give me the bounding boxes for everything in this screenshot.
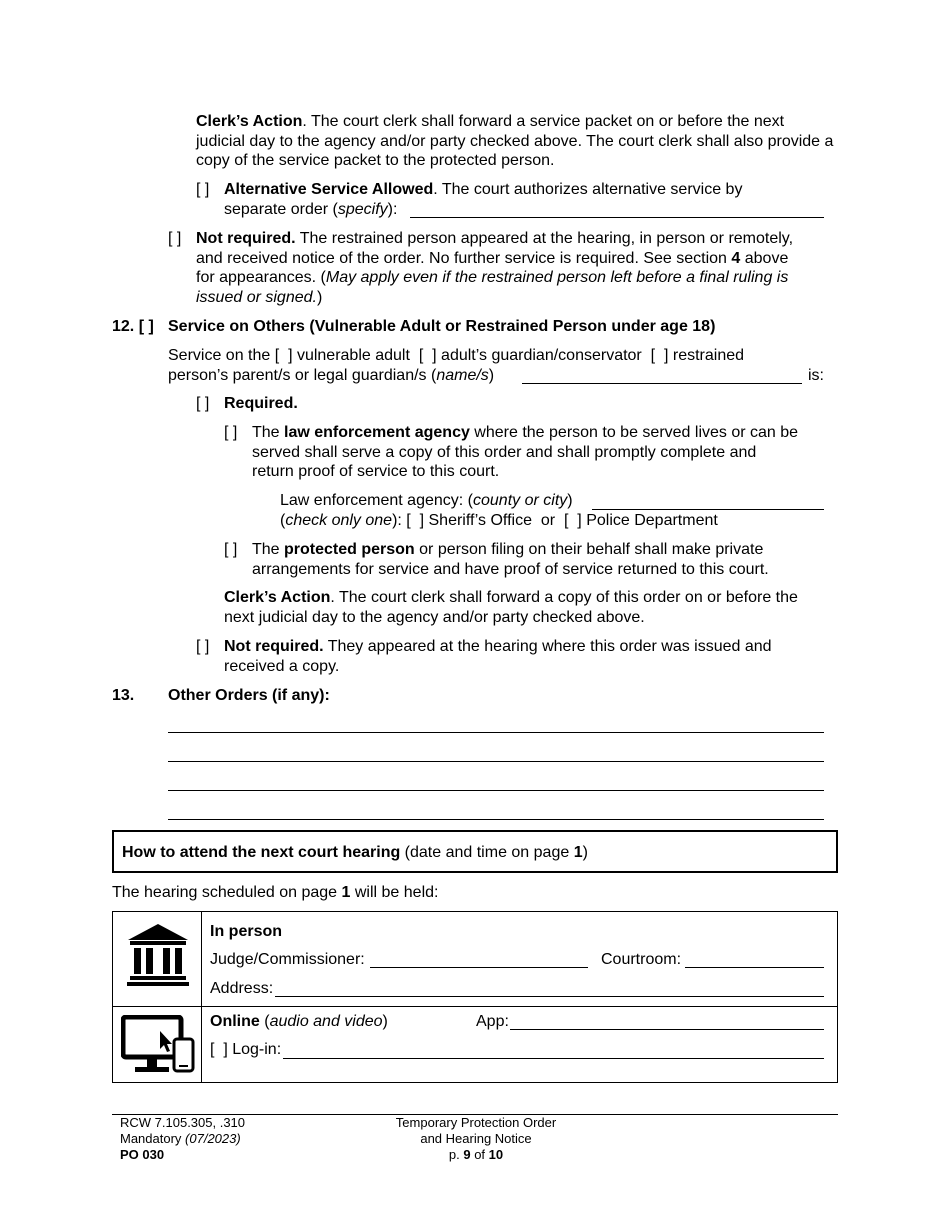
section-13-title: Other Orders (if any):: [168, 687, 330, 704]
other-orders-line-4[interactable]: [168, 819, 824, 820]
alt-service-text: . The court authorizes alternative service by: [433, 181, 743, 198]
footer-page: [376, 1147, 576, 1163]
footer-page-of: of: [470, 1147, 489, 1162]
agency-line: [280, 491, 573, 511]
protected-line2: arrangements for service and have proof of service returned to this court.: [252, 560, 769, 578]
courtroom-label: Courtroom:: [601, 951, 682, 968]
hearing-intro-a: The hearing scheduled on page: [112, 884, 342, 901]
online-cell: [202, 1007, 838, 1083]
attend-page-number: 1: [573, 844, 583, 861]
footer-left: [120, 1115, 245, 1163]
footer-title-2: and Hearing Notice: [420, 1131, 532, 1146]
law-line2: served shall serve a copy of this order and shall promptly complete and: [252, 443, 757, 461]
law-enforcement-label: law enforcement agency: [284, 424, 470, 441]
service-on-line-2b: ): [488, 367, 495, 384]
not-required-1-line3-italic: May apply even if the restrained person left before a final ruling is: [325, 269, 789, 286]
footer-mandatory-label: Mandatory: [120, 1131, 186, 1146]
protected-person-checkbox[interactable]: [ ]: [224, 541, 238, 558]
protected-pre: The: [252, 541, 285, 558]
section-12-title: Service on Others (Vulnerable Adult or Restrained Person under age 18): [168, 318, 716, 335]
footer-page-total: 10: [488, 1147, 504, 1162]
in-person-cell: [202, 912, 838, 1007]
courthouse-icon: [126, 922, 190, 986]
other-orders-line-2[interactable]: [168, 761, 824, 762]
not-required-2-checkbox[interactable]: [ ]: [196, 638, 210, 655]
clerk-action-paragraph: [196, 112, 836, 171]
agency-label: Law enforcement agency: (: [280, 492, 473, 509]
footer-mandatory-date: (07/2023): [185, 1131, 241, 1146]
required-label: Required.: [224, 395, 298, 412]
login-input-line[interactable]: [283, 1058, 824, 1059]
service-names-label: name/s: [436, 367, 489, 384]
judge-input-line[interactable]: [370, 967, 588, 968]
protected-person-item: [252, 540, 852, 579]
clerk-action-text: . The court clerk shall forward a service packet on or before the next judicial day to the agency and/or party checked above. The court clerk shall also provide a copy of the service packet to the protected person.: [196, 113, 834, 169]
not-required-1-line4-italic: issued or signed.: [196, 288, 317, 306]
hearing-intro: [112, 883, 438, 903]
online-title-line: Online (audio and video): [210, 1013, 388, 1030]
alt-service-specify: specify: [337, 200, 388, 218]
attend-hearing-note: (date and time on page: [400, 844, 574, 861]
clerk-action-2-line2: next judicial day to the agency and/or party checked above.: [224, 608, 645, 626]
attend-close: ): [582, 844, 588, 861]
check-one-line: [280, 511, 718, 531]
other-orders-line-3[interactable]: [168, 790, 824, 791]
law-line1: where the person to be served lives or can be: [469, 424, 799, 441]
clerk-action-2: [224, 588, 849, 627]
footer-center: [376, 1115, 576, 1163]
clerk-action-2-label: Clerk’s Action: [224, 589, 331, 606]
address-label: Address:: [210, 980, 274, 997]
alt-service-label: Alternative Service Allowed: [224, 181, 434, 198]
names-line[interactable]: [522, 383, 802, 384]
footer-page-prefix: p.: [448, 1147, 464, 1162]
agency-input-line[interactable]: [592, 509, 824, 510]
check-open: (: [280, 512, 286, 529]
alt-service-text3: ):: [387, 200, 398, 218]
law-pre: The: [252, 424, 285, 441]
not-required-1-item: [196, 229, 841, 307]
agency-close: ): [567, 492, 573, 509]
alt-service-line[interactable]: [410, 217, 824, 218]
attend-hearing-box: [112, 830, 838, 873]
footer-mandatory: [120, 1131, 245, 1147]
law-line3: return proof of service to this court.: [252, 463, 500, 480]
judge-label: Judge/Commissioner:: [210, 951, 365, 968]
section-ref: 4: [731, 249, 741, 267]
not-required-1-line2: and received notice of the order. No further service is required. See section: [196, 249, 732, 267]
app-input-line[interactable]: [510, 1029, 824, 1030]
footer-title-1: Temporary Protection Order: [395, 1115, 557, 1130]
clerk-action-2-line1: . The court clerk shall forward a copy of this order on or before the: [330, 589, 798, 606]
law-enforcement-item: [252, 423, 852, 482]
required-checkbox[interactable]: [ ]: [196, 395, 210, 412]
not-required-1-line1: The restrained person appeared at the hearing, in person or remotely,: [295, 230, 794, 247]
address-input-line[interactable]: [275, 996, 824, 997]
not-required-1-checkbox[interactable]: [ ]: [168, 230, 182, 247]
footer-rcw: RCW 7.105.305, .310: [120, 1115, 246, 1130]
in-person-icon-cell: [113, 912, 202, 1007]
clerk-action-label: Clerk’s Action: [196, 113, 303, 130]
service-on-line-2: [168, 366, 494, 386]
law-enforcement-checkbox[interactable]: [ ]: [224, 424, 238, 441]
service-is: is:: [808, 367, 824, 384]
courtroom-input-line[interactable]: [685, 967, 824, 968]
not-required-1-label: Not required.: [196, 230, 296, 247]
hearing-intro-b: will be held:: [350, 884, 439, 901]
footer-page-number: 9: [463, 1147, 471, 1162]
online-icon-cell: [113, 1007, 202, 1083]
not-required-1-line2b: above: [740, 249, 789, 267]
footer-form-number: PO 030: [120, 1147, 165, 1162]
not-required-1-line3: for appearances. (: [196, 269, 326, 286]
app-label: App:: [476, 1013, 509, 1030]
login-label[interactable]: [ ] Log-in:: [210, 1041, 282, 1058]
computer-phone-icon: [121, 1015, 197, 1075]
not-required-2-label: Not required.: [224, 638, 324, 655]
online-audio-video: audio and video: [269, 1013, 383, 1030]
in-person-title: In person: [210, 923, 283, 940]
section-12-number[interactable]: 12. [ ]: [112, 318, 154, 335]
other-orders-line-1[interactable]: [168, 732, 824, 733]
service-on-line-1: Service on the [ ] vulnerable adult [ ] adult’s guardian/conservator [ ] restrained: [168, 347, 745, 364]
check-options[interactable]: ): [ ] Sheriff’s Office or [ ] Police Department: [392, 512, 718, 529]
attend-hearing-title: How to attend the next court hearing: [122, 844, 401, 861]
hearing-table: [112, 911, 838, 1083]
alt-service-checkbox[interactable]: [ ]: [196, 181, 210, 198]
protected-person-label: protected person: [284, 541, 415, 558]
protected-line1: or person filing on their behalf shall make private: [414, 541, 764, 558]
not-required-2-line2: received a copy.: [224, 657, 340, 675]
not-required-1-line4: ): [316, 288, 323, 306]
agency-county-city: county or city: [473, 492, 568, 509]
hearing-intro-page: 1: [341, 884, 351, 901]
online-title: Online: [210, 1013, 260, 1030]
alt-service-text2: separate order (: [224, 200, 338, 218]
not-required-2-line1: They appeared at the hearing where this order was issued and: [323, 638, 772, 655]
service-on-line-2a: person’s parent/s or legal guardian/s (: [168, 367, 437, 384]
alt-service-item: [224, 180, 834, 219]
check-only-one: check only one: [285, 512, 393, 529]
attend-hearing-text: [122, 843, 588, 863]
section-13-number: 13.: [112, 687, 135, 704]
not-required-2-item: [224, 637, 844, 676]
